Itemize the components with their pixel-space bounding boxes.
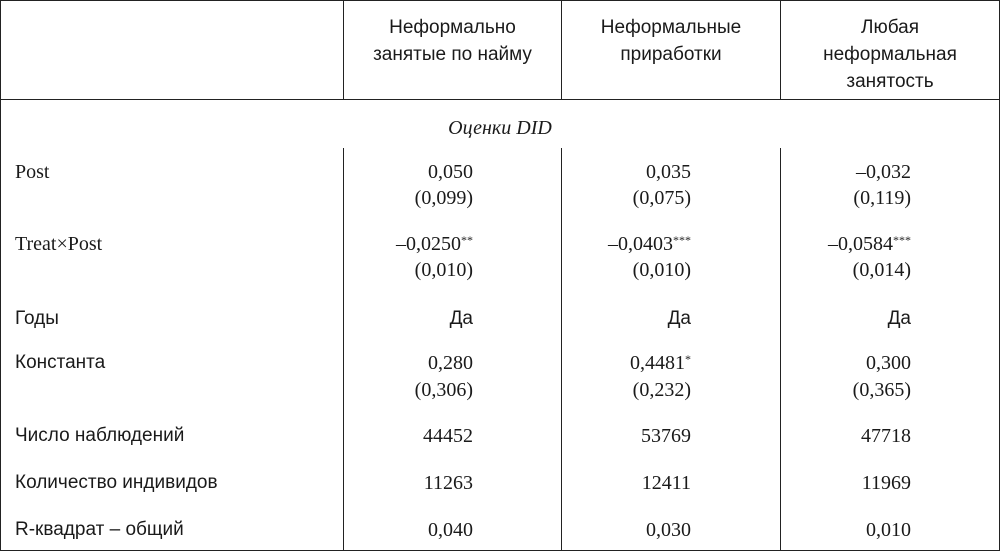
post-col2-coef: 0,035 — [646, 161, 691, 183]
treat-post-col1-value: –0,0250 — [396, 233, 461, 255]
constant-col1-se: (0,306) — [414, 379, 473, 401]
body-divider-2 — [561, 148, 562, 551]
observations-col1: 44452 — [423, 425, 473, 447]
constant-col1-coef: 0,280 — [428, 352, 473, 374]
observations-col3: 47718 — [861, 425, 911, 447]
individuals-col2: 12411 — [641, 472, 691, 494]
body-divider-left — [0, 99, 1, 551]
treat-post-col2-coef — [608, 232, 691, 256]
column-header-1 — [344, 14, 561, 68]
treat-post-col3-coef — [828, 232, 911, 256]
constant-col2-se: (0,232) — [632, 379, 691, 401]
column-header-3-line1: Любая — [860, 17, 920, 38]
constant-col2-significance: * — [685, 352, 691, 366]
treat-post-col3-se: (0,014) — [852, 259, 911, 281]
constant-col3-se: (0,365) — [852, 379, 911, 401]
column-header-2-line2: приработки — [620, 44, 722, 65]
years-col3: Да — [887, 308, 911, 329]
post-col3-coef: –0,032 — [856, 161, 911, 183]
individuals-col1: 11263 — [423, 472, 473, 494]
treat-post-col2-se: (0,010) — [632, 259, 691, 281]
column-header-3 — [781, 14, 999, 95]
body-divider-3 — [780, 148, 781, 551]
constant-col2-coef — [630, 351, 691, 375]
post-col1-coef: 0,050 — [428, 161, 473, 183]
column-header-2-line1: Неформальные — [600, 17, 742, 38]
observations-col2: 53769 — [641, 425, 691, 447]
post-col2-se: (0,075) — [632, 187, 691, 209]
post-col3-se: (0,119) — [853, 187, 911, 209]
body-divider-1 — [343, 148, 344, 551]
r-squared-col2: 0,030 — [646, 519, 691, 541]
treat-post-col1-se: (0,010) — [414, 259, 473, 281]
row-label-observations: Число наблюдений — [15, 425, 185, 446]
years-col2: Да — [667, 308, 691, 329]
row-label-years: Годы — [15, 308, 59, 329]
column-header-1-line2: занятые по найму — [373, 44, 532, 65]
treat-post-col2-significance: *** — [673, 233, 691, 247]
top-rule — [0, 0, 1000, 1]
post-col1-se: (0,099) — [414, 187, 473, 209]
row-label-treat-post: Treat×Post — [15, 233, 103, 255]
row-label-constant: Константа — [15, 352, 106, 373]
column-header-1-line1: Неформально — [389, 17, 516, 38]
header-divider-1 — [0, 0, 1, 100]
header-rule — [0, 99, 1000, 100]
r-squared-col1: 0,040 — [428, 519, 473, 541]
years-col1: Да — [449, 308, 473, 329]
constant-col2-value: 0,4481 — [630, 352, 685, 374]
row-label-post: Post — [15, 161, 50, 183]
treat-post-col3-significance: *** — [893, 233, 911, 247]
bottom-rule — [0, 550, 1000, 551]
row-label-r-squared: R-квадрат – общий — [15, 519, 184, 540]
column-header-2 — [562, 14, 780, 68]
treat-post-col3-value: –0,0584 — [828, 233, 893, 255]
row-label-individuals: Количество индивидов — [15, 472, 218, 493]
column-header-3-line3: занятость — [846, 71, 934, 92]
column-header-3-line2: неформальная — [823, 44, 957, 65]
treat-post-col1-significance: ** — [461, 233, 473, 247]
treat-post-col1-coef — [396, 232, 473, 256]
section-title: Оценки DID — [448, 117, 552, 139]
r-squared-col3: 0,010 — [866, 519, 911, 541]
individuals-col3: 11969 — [861, 472, 911, 494]
constant-col3-coef: 0,300 — [866, 352, 911, 374]
treat-post-col2-value: –0,0403 — [608, 233, 673, 255]
